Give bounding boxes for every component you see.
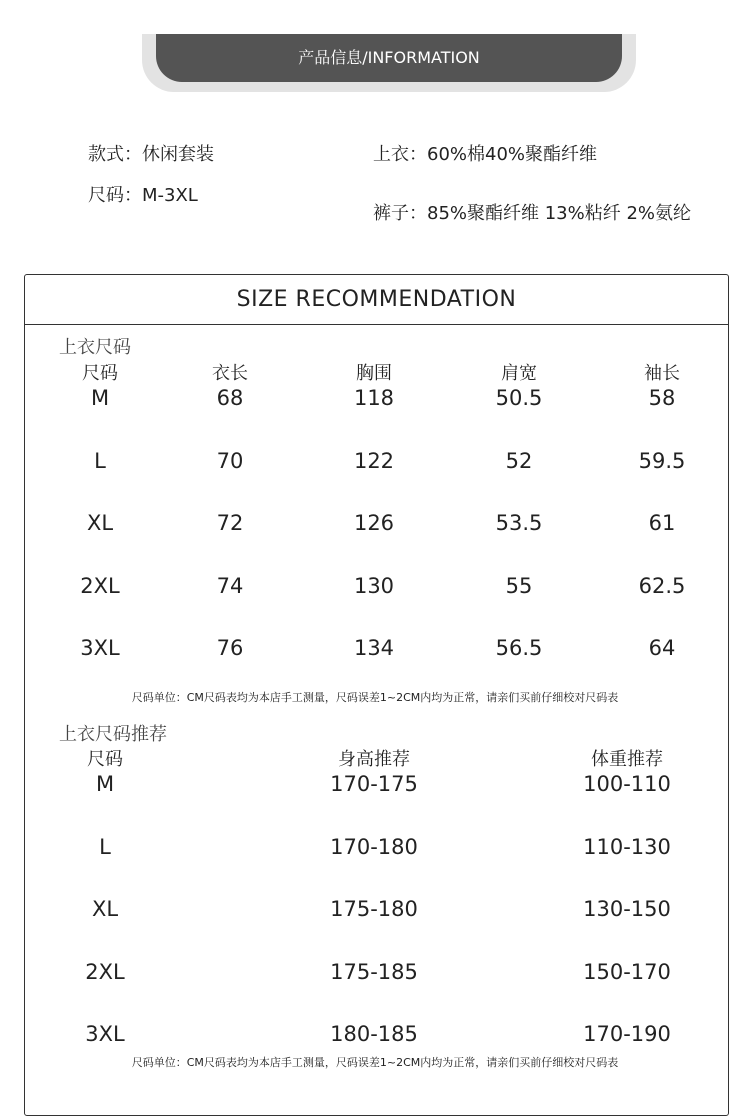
- table-cell: 170-175: [330, 772, 418, 796]
- table-cell: L: [94, 449, 106, 473]
- table-cell: L: [99, 835, 111, 859]
- table-cell: 175-185: [330, 960, 418, 984]
- table-cell: 50.5: [495, 386, 543, 410]
- table-cell: 130: [353, 574, 395, 598]
- table-cell: 134: [353, 636, 395, 660]
- column-header: 尺码: [82, 363, 118, 384]
- table-cell: 118: [353, 386, 395, 410]
- header-banner: [156, 34, 622, 82]
- product-style: 款式：休闲套装: [88, 144, 214, 165]
- table-cell: XL: [91, 897, 119, 921]
- table-cell: 68: [216, 386, 244, 410]
- table-cell: 170-180: [330, 835, 418, 859]
- table-cell: 110-130: [583, 835, 671, 859]
- table-cell: 62.5: [638, 574, 686, 598]
- table-cell: XL: [86, 511, 114, 535]
- table-cell: 55: [505, 574, 533, 598]
- table-cell: 74: [216, 574, 244, 598]
- column-header: 身高推荐: [338, 749, 410, 770]
- recommendation-note: 尺码单位：CM尺码表均为本店手工测量，尺码误差1~2CM内均为正常，请亲们买前仔细校对尺码表: [131, 1056, 619, 1069]
- product-pants-material: 裤子：85%聚酯纤维 13%粘纤 2%氨纶: [373, 203, 692, 224]
- table-cell: 180-185: [330, 1022, 418, 1046]
- table-cell: 2XL: [80, 574, 120, 598]
- column-header: 衣长: [212, 363, 248, 384]
- column-header: 胸围: [356, 363, 392, 384]
- table-cell: 100-110: [583, 772, 671, 796]
- table-cell: 3XL: [85, 1022, 125, 1046]
- table-cell: 170-190: [583, 1022, 671, 1046]
- header-title: 产品信息/INFORMATION: [298, 48, 480, 67]
- table-cell: 150-170: [583, 960, 671, 984]
- column-header: 尺码: [87, 749, 123, 770]
- column-header: 体重推荐: [591, 749, 663, 770]
- table-cell: 130-150: [583, 897, 671, 921]
- table-cell: 2XL: [85, 960, 125, 984]
- table-cell: 58: [648, 386, 676, 410]
- product-size-range: 尺码：M-3XL: [88, 185, 198, 206]
- table-cell: M: [90, 386, 110, 410]
- table-cell: 61: [648, 511, 676, 535]
- table-cell: 126: [353, 511, 395, 535]
- table-cell: 52: [505, 449, 533, 473]
- recommendation-section-title: 上衣尺码推荐: [59, 724, 167, 745]
- table-cell: M: [95, 772, 115, 796]
- column-header: 肩宽: [501, 363, 537, 384]
- table-cell: 175-180: [330, 897, 418, 921]
- table-cell: 76: [216, 636, 244, 660]
- table-cell: 70: [216, 449, 244, 473]
- table-cell: 59.5: [638, 449, 686, 473]
- size-table-title: SIZE RECOMMENDATION: [25, 275, 728, 325]
- measurement-section-title: 上衣尺码: [59, 337, 131, 358]
- table-cell: 53.5: [495, 511, 543, 535]
- table-cell: 56.5: [495, 636, 543, 660]
- table-cell: 64: [648, 636, 676, 660]
- product-top-material: 上衣：60%棉40%聚酯纤维: [373, 144, 598, 165]
- table-cell: 3XL: [80, 636, 120, 660]
- table-cell: 122: [353, 449, 395, 473]
- measurement-note: 尺码单位：CM尺码表均为本店手工测量，尺码误差1~2CM内均为正常，请亲们买前仔细校对尺码表: [131, 691, 619, 704]
- table-cell: 72: [216, 511, 244, 535]
- column-header: 袖长: [644, 363, 680, 384]
